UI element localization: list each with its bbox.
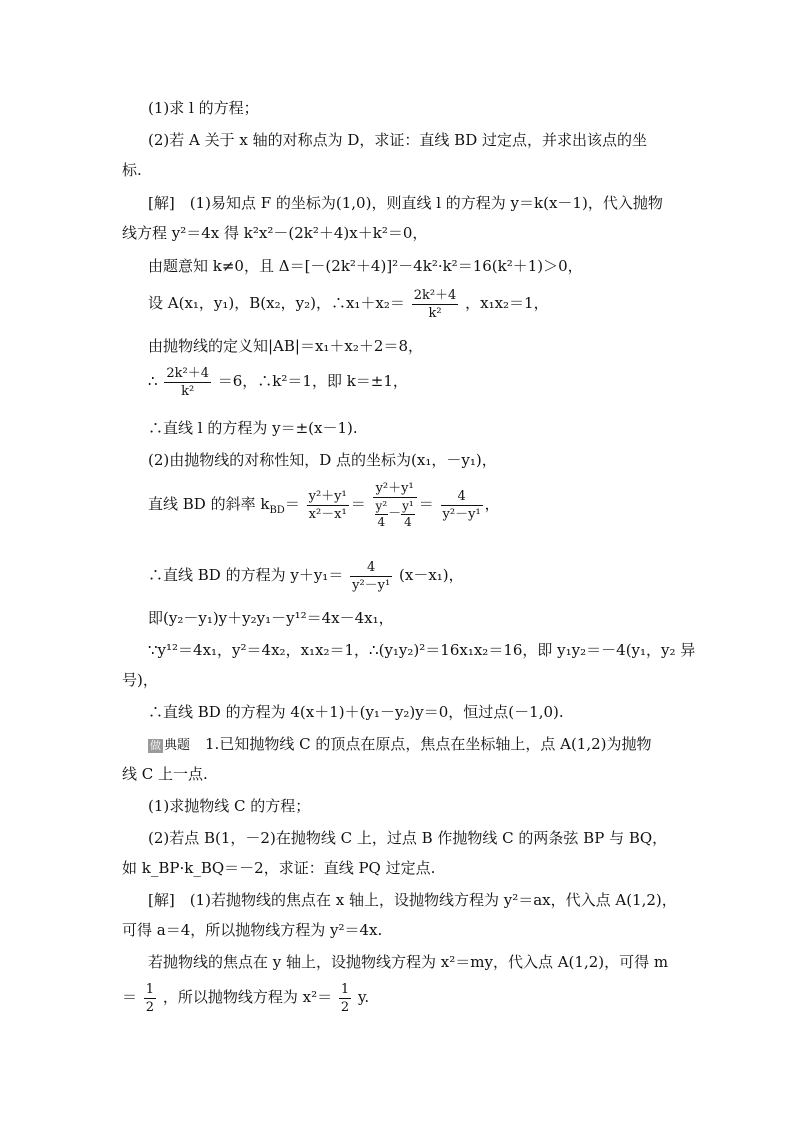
example-heading	[148, 734, 652, 756]
text-segment: ，x₁x₂＝1，	[465, 294, 549, 312]
text-line: 若抛物线的焦点在 y 轴上，设抛物线方程为 x²＝my，代入点 A(1,2)，可得 m	[148, 953, 669, 971]
text-segment: (x－x₁)，	[399, 566, 464, 584]
text-segment: ＝	[284, 495, 300, 513]
text-line: ∵y¹²＝4x₁，y²＝4x₂，x₁x₂＝1，∴(y₁y₂)²＝16x₁x₂＝16，即 y₁y₂＝－4(y₁，y₂ 异	[148, 641, 696, 659]
example-badge-label: 典题	[164, 738, 191, 753]
nested-denominator: 4	[404, 515, 412, 529]
text-segment: ＝6，∴k²＝1，即 k＝±1，	[217, 372, 408, 390]
nested-fraction	[401, 498, 415, 530]
fraction-numerator: 1	[340, 981, 350, 997]
text-line: 由抛物线的定义知|AB|＝x₁＋x₂＋2＝8，	[148, 337, 423, 355]
text-segment: y.	[357, 988, 370, 1006]
text-line: (2)若点 B(1，－2)在抛物线 C 上，过点 B 作抛物线 C 的两条弦 BP 与 BQ，	[148, 829, 668, 847]
fraction	[307, 488, 349, 523]
fraction-numerator: y²＋y¹	[308, 488, 347, 504]
text-line: 线方程 y²＝4x 得 k²x²－(2k²＋4)x＋k²＝0，	[122, 224, 428, 242]
fraction-denominator: $\frac{\text{y²}}{4}$ $-\frac{\text{y¹}}{4}$	[375, 499, 414, 529]
text-segment: ∴直线 BD 的方程为 y＋y₁＝	[148, 566, 344, 584]
text-segment: ＝	[122, 988, 138, 1006]
text-line: 即(y₂－y₁)y＋y₂y₁－y¹²＝4x－4x₁，	[148, 609, 394, 627]
text-line: ∴直线 l 的方程为 y＝±(x－1).	[148, 419, 358, 437]
text-line: (2)若 A 关于 x 轴的对称点为 D，求证：直线 BD 过定点，并求出该点的坐	[148, 131, 647, 149]
subscript: BD	[269, 505, 285, 516]
solution-line: [解] (1)若抛物线的焦点在 x 轴上，设抛物线方程为 y²＝ax，代入点 A(1,2)，	[148, 891, 677, 909]
text-segment: 1.已知抛物线 C 的顶点在原点，焦点在坐标轴上，点 A(1,2)为抛物	[190, 735, 652, 753]
text-segment: 直线 BD 的斜率 k	[148, 495, 270, 513]
text-line: (2)由抛物线的对称性知，D 点的坐标为(x₁，－y₁)，	[148, 451, 497, 469]
text-line: 如 k_BP·k_BQ＝－2，求证：直线 PQ 过定点.	[122, 859, 436, 877]
fraction-denominator: k²	[428, 305, 442, 321]
fraction	[373, 480, 417, 530]
fraction-numerator: 2k²＋4	[413, 287, 457, 303]
formula-line	[148, 286, 549, 322]
fraction-denominator: 2	[340, 999, 350, 1015]
text-segment: ＝	[350, 495, 366, 513]
fraction-denominator: 2	[145, 999, 155, 1015]
text-segment: ∴	[148, 372, 158, 390]
fraction	[164, 365, 211, 400]
nested-numerator: y¹	[402, 499, 414, 513]
formula-line	[148, 480, 500, 530]
fraction-denominator: k²	[181, 383, 195, 399]
fraction	[412, 287, 459, 322]
formula-line	[148, 558, 464, 594]
solution-line: [解] (1)易知点 F 的坐标为(1,0)，则直线 l 的方程为 y＝k(x－1)，代入抛物	[148, 194, 663, 212]
fraction-numerator: 4	[441, 488, 483, 506]
fraction	[144, 981, 156, 1016]
text-line: 由题意知 k≠0，且 Δ＝[－(2k²＋4)]²－4k²·k²＝16(k²＋1)＞0，	[148, 257, 583, 275]
text-segment: ，	[484, 495, 500, 513]
text-line: 可得 a＝4，所以抛物线方程为 y²＝4x.	[122, 921, 383, 939]
example-badge: 做	[150, 739, 161, 752]
text-segment: ＝	[418, 495, 434, 513]
nested-denominator: 4	[377, 515, 386, 529]
nested-numerator: y²	[375, 499, 388, 513]
text-line: 号)，	[122, 671, 158, 689]
text-line: ∴直线 BD 的方程为 4(x＋1)＋(y₁－y₂)y＝0，恒过点(－1,0).	[148, 703, 564, 721]
text-line: (1)求 l 的方程；	[148, 99, 259, 117]
nested-fraction	[375, 498, 389, 530]
fraction-denominator: y²－y¹	[352, 577, 391, 593]
fraction	[350, 559, 392, 594]
text-line: 标.	[122, 161, 142, 179]
text-line: (1)求抛物线 C 的方程；	[148, 797, 311, 815]
formula-line	[122, 980, 369, 1016]
formula-line	[148, 364, 408, 400]
text-segment: 设 A(x₁，y₁)，B(x₂，y₂)，∴x₁＋x₂＝	[148, 294, 405, 312]
text-line: 线 C 上一点.	[122, 765, 208, 783]
fraction-numerator: y²＋y¹	[373, 480, 417, 498]
fraction-numerator: 1	[145, 981, 155, 997]
fraction-denominator: y²－y¹	[442, 506, 481, 522]
fraction-numerator: 2k²＋4	[166, 365, 209, 381]
fraction	[441, 488, 483, 523]
fraction-denominator: x²－x¹	[308, 506, 347, 522]
fraction	[339, 981, 351, 1016]
text-segment: ，所以抛物线方程为 x²＝	[162, 988, 333, 1006]
fraction-numerator: 4	[350, 559, 392, 577]
